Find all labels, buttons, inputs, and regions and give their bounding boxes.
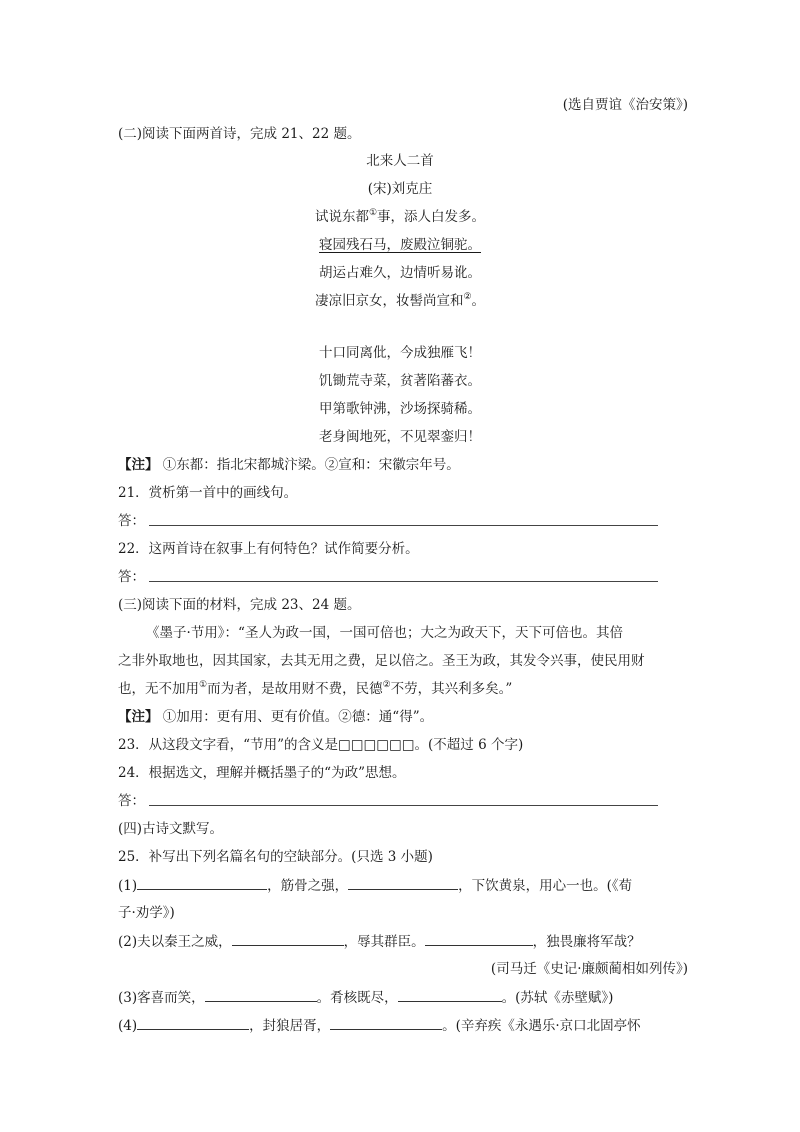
fill-blank[interactable]	[137, 1015, 249, 1030]
poem-title: 北来人二首	[366, 153, 434, 169]
question-22: 22．这两首诗在叙事上有何特色？试作简要分析。	[118, 541, 419, 557]
passage-line3	[118, 679, 512, 699]
item1-mid: ，筋骨之强，	[267, 878, 349, 894]
question-24: 24．根据选文，理解并概括墨子的“为政”思想。	[118, 765, 406, 781]
poem1-line4-a: 凄凉旧京女，妆髻尚宣和	[314, 293, 464, 309]
section3-intro: (三)阅读下面的材料，完成 23、24 题。	[118, 597, 361, 613]
poem1-line2-underlined	[0, 235, 800, 255]
note-text: ①东都：指北宋都城汴梁。②宣和：宋徽宗年号。	[162, 457, 460, 473]
note-label: 【注】	[118, 709, 159, 725]
fill-blank[interactable]	[205, 987, 317, 1002]
question-23: 23．从这段文字看，“节用”的含义是□□□□□□。(不超过 6 个字)	[118, 737, 524, 753]
fill-blank[interactable]	[232, 931, 344, 946]
fill-item-4	[118, 1015, 641, 1036]
passage-line2: 之非外取地也，因其国家，去其无用之费，足以倍之。圣王为政，其发令兴事，使民用财	[118, 653, 645, 669]
fill-blank[interactable]	[348, 875, 458, 890]
item4-number: (4)	[118, 1018, 138, 1034]
item1-number: (1)	[118, 878, 138, 894]
answer-label-21: 答：	[118, 513, 145, 529]
poem1-line2-text: 寝园残石马，废殿泣铜驼。	[319, 237, 481, 253]
item4-mid: ，封狼居胥，	[249, 1018, 331, 1034]
section4-intro: (四)古诗文默写。	[118, 821, 224, 837]
section2-intro: (二)阅读下面两首诗，完成 21、22 题。	[118, 126, 361, 142]
fill-item-1-source: 子·劝学》)	[118, 905, 175, 921]
poem1-line4-b: 。	[471, 293, 486, 309]
fill-item-2-source: (司马迁《史记·廉颇蔺相如列传》)	[490, 961, 688, 977]
fill-item-2	[118, 931, 641, 952]
fill-item-1	[118, 875, 632, 896]
poem2-line3: 甲第歌钟沸，沙场探骑稀。	[319, 401, 481, 417]
footnote-marker: ②	[463, 292, 472, 302]
section3-note	[118, 707, 433, 727]
item3-mid: 。肴核既尽，	[316, 990, 398, 1006]
question-25: 25．补写出下列名篇名句的空缺部分。(只选 3 小题)	[118, 849, 433, 865]
item4-end: 。(辛弃疾《永遇乐·京口北固亭怀	[442, 1018, 641, 1034]
poem1-line1-a: 试说东都	[314, 209, 369, 225]
footnote-marker: ①	[199, 680, 208, 690]
item3-end: 。(苏轼《赤壁赋》)	[501, 990, 614, 1006]
poem1-line1	[0, 207, 800, 227]
item2-mid: ，辱其群臣。	[343, 934, 425, 950]
item1-end: ，下饮黄泉，用心一也。(《荀	[458, 878, 633, 894]
fill-blank[interactable]	[137, 875, 267, 890]
question-21: 21．赏析第一首中的画线句。	[118, 485, 298, 501]
poem1-line1-b: 事，添人白发多。	[377, 209, 486, 225]
poem1-line3: 胡运占难久，边情听易讹。	[319, 265, 481, 281]
source-citation: (选自贾谊《治安策》)	[562, 97, 688, 113]
item3-start: (3)客喜而笑，	[118, 990, 205, 1006]
answer-label-24: 答：	[118, 793, 145, 809]
poem2-line1: 十口同离仳，今成独雁飞！	[319, 345, 481, 361]
item2-start: (2)夫以秦王之威，	[118, 934, 232, 950]
poem-author: (宋)刘克庄	[367, 181, 433, 197]
passage-line1: 《墨子·节用》：“圣人为政一国，一国可倍也；大之为政天下，天下可倍也。其倍	[146, 625, 623, 641]
passage-line3-c: 不劳，其兴利多矣。”	[390, 681, 513, 697]
section2-note	[118, 455, 460, 475]
fill-blank[interactable]	[425, 931, 533, 946]
passage-line3-a: 也，无不加用	[118, 681, 199, 697]
answer-line-22[interactable]	[149, 581, 658, 582]
poem2-line4: 老身闽地死，不见翠銮归！	[319, 429, 481, 445]
item2-end: ，独畏廉将军哉？	[532, 934, 641, 950]
fill-blank[interactable]	[398, 987, 502, 1002]
answer-line-24[interactable]	[149, 805, 658, 806]
answer-label-22: 答：	[118, 569, 145, 585]
poem1-line4	[0, 291, 800, 311]
note-text: ①加用：更有用、更有价值。②德：通“得”。	[162, 709, 434, 725]
passage-line3-b: 而为者，是故用财不费，民德	[207, 681, 383, 697]
footnote-marker: ②	[382, 680, 391, 690]
fill-item-3	[118, 987, 613, 1008]
footnote-marker: ①	[368, 208, 378, 218]
poem2-line2: 饥锄荒寺菜，贫著陷蕃衣。	[319, 373, 481, 389]
answer-line-21[interactable]	[149, 525, 658, 526]
fill-blank[interactable]	[330, 1015, 442, 1030]
note-label: 【注】	[118, 457, 159, 473]
